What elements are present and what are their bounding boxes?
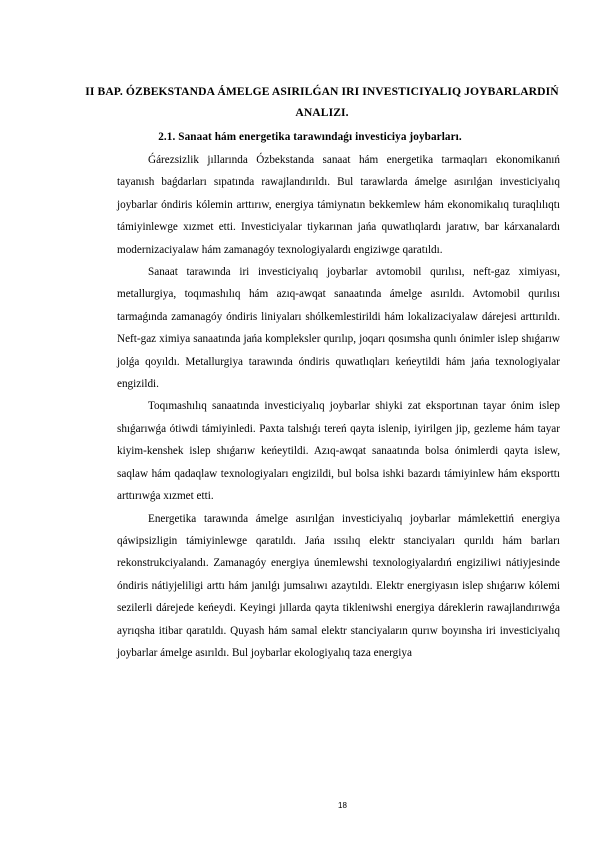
chapter-title: II BAP. ÓZBEKSTANDA ÁMELGE ASIRILǴAN IRI INVESTICIYALIQ JOYBARLARDIŃ ANALIZI. [85, 85, 559, 119]
page-number: 18 [338, 801, 347, 810]
paragraph: Toqımashılıq sanaatında investiciyalıq joybarlar shiyki zat eksportınan tayar ónim islep shıǵarıwǵa ótiwdi támiyinledi. Paxta talshıǵı tereń qayta islenip, iyirilgen jip, gezleme hám tayar kiyim-kenshek islep shıǵarıw keńeytildi. Azıq-awqat sanaatında bolsa ónimlerdi qayta islew, saqlaw hám qadaqlaw texnologiyaları engizildi, bul bolsa ishki bazardı támiyinlew hám eksporttı arttırıwǵa xızmet etti. [117, 400, 560, 503]
paragraph: Energetika tarawında ámelge asırılǵan investiciyalıq joybarlar mámlekettiń energiya qáwipsizligin támiyinlewge qaratıldı. Jańa ıssılıq elektr stanciyaları qurıldı hám barları rekonstrukciyalandı. Zamanagóy energiya únemlewshi texnologiyalardıń engiziliwi nátiyjesinde óndiris nátiyjeliligi arttı hám janılǵı jumsalıwı azaytıldı. Elektr energiyasın islep shıǵarıw kólemi sezilerli dárejede keńeydi. Keyingi jıllarda qayta tikleniwshi energiya dáreklerin rawajlandırıwǵa ayrıqsha itibar qaratıldı. Quyash hám samal elektr stanciyaların qurıw boyınsha iri investiciyalıq joybarlar ámelge asırıldı. Bul joybarlar ekologiyalıq taza energiya [117, 512, 560, 659]
body-text [117, 149, 560, 664]
paragraph: Ǵárezsizlik jıllarında Ózbekstanda sanaat hám energetika tarmaqları ekonomikanıń tayanısh baǵdarları sıpatında rawajlandırıldı. Bul tarawlarda ámelge asırılǵan investiciyalıq joybarlar óndiris kólemin arttırıw, energiya támiynatın bekkemlew hám ekonomikalıq turaqlılıqtı támiyinlewge xızmet etti. Investiciyalar tiykarınan jańa quwatlıqlardı jaratıw, bar kárxanalardı modernizaciyalaw hám zamanagóy texnologiyalardı engiziwge qaratıldı. [117, 154, 560, 256]
section-title: 2.1. Sanaat hám energetika tarawındaǵı investiciya joybarları. [158, 131, 462, 143]
paragraph: Sanaat tarawında iri investiciyalıq joybarlar avtomobil qurılısı, neft-gaz ximiyası, metallurgiya, toqımashılıq hám azıq-awqat sanaatında ámelge asırıldı. Avtomobil qurılısı tarmaǵında zamanagóy óndiris liniyaları shólkemlestirildi hám lokalizaciyalaw dárejesi arttırıldı. Neft-gaz ximiya sanaatında jańa kompleksler qurılıp, joqarı qosımsha qunlı ónimler islep shıǵarıw jolǵa qoyıldı. Metallurgiya tarawında óndiris quwatlıqları keńeytildi hám jańa texnologiyalar engizildi. [117, 266, 560, 391]
